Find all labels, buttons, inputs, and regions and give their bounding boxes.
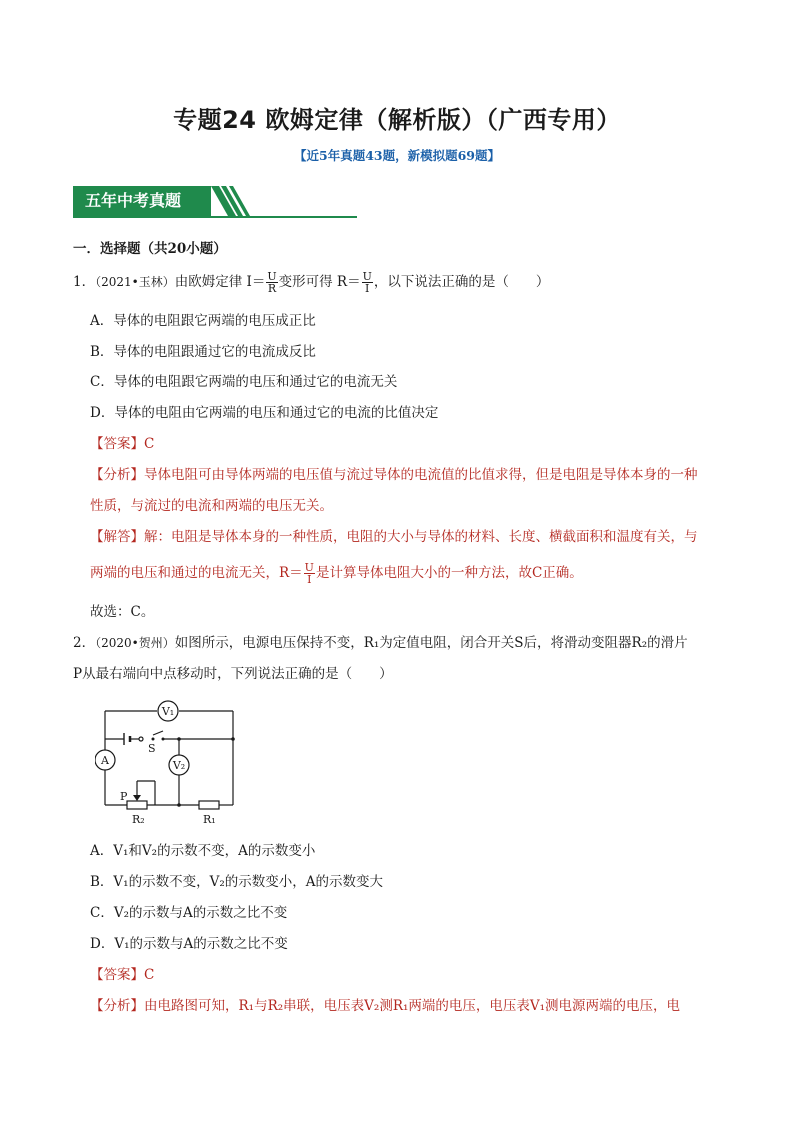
q1-option-d: D．导体的电阻由它两端的电压和通过它的电流的比值决定 xyxy=(90,405,439,421)
resistor-r2-label: R₂ xyxy=(132,813,145,826)
q1-option-c: C．导体的电阻跟它两端的电压和通过它的电流无关 xyxy=(90,374,398,390)
q2-option-a: A．V₁和V₂的示数不变，A的示数变小 xyxy=(90,843,316,859)
section-banner xyxy=(73,183,358,221)
q1-stem xyxy=(73,271,549,294)
q1-analysis-line-1: 【分析】导体电阻可由导体两端的电压值与流过导体的电流值的比值求得，但是电阻是导体本身的一种 xyxy=(90,467,698,483)
q1-stem-text-c: ，以下说法正确的是（ ） xyxy=(373,274,550,290)
q1-conclusion: 故选：C。 xyxy=(90,604,155,620)
section-banner-label: 五年中考真题 xyxy=(73,186,211,216)
q1-source: （2021•玉林） xyxy=(95,275,175,289)
q1-fraction-2: $\frac{U}{I}$ xyxy=(362,270,372,295)
voltmeter-v2-label: V₂ xyxy=(172,759,186,772)
page-title: 专题24 欧姆定律（解析版）（广西专用） xyxy=(173,106,621,134)
q1-number: 1． xyxy=(73,274,96,290)
q2-stem-line-2: P从最右端向中点移动时，下列说法正确的是（ ） xyxy=(73,666,393,682)
q2-option-c: C．V₂的示数与A的示数之比不变 xyxy=(90,905,288,921)
slider-arrow-icon xyxy=(133,795,141,801)
q2-option-b: B．V₁的示数不变，V₂的示数变小，A的示数变大 xyxy=(90,874,383,890)
slider-label: P xyxy=(120,790,128,803)
q1-option-a: A．导体的电阻跟它两端的电压成正比 xyxy=(90,313,316,329)
q1-solution-fraction: $\frac{U}{I}$ xyxy=(304,561,314,586)
q1-stem-text-b: 变形可得 R＝ xyxy=(278,274,361,290)
voltmeter-v1-label: V₁ xyxy=(161,705,175,718)
q2-analysis-line-1: 【分析】由电路图可知，R₁与R₂串联，电压表V₂测R₁两端的电压，电压表V₁测电源两端的电压，电 xyxy=(90,998,681,1014)
q1-solution-line-2: 两端的电压和通过的电流无关，R＝ $\frac{U}{I}$ 是计算导体电阻大小的一种方法，故C正确。 xyxy=(90,561,583,586)
q1-analysis-line-2: 性质，与流过的电流和两端的电压无关。 xyxy=(90,498,333,514)
q2-stem-line-1: 2．（2020•贺州）如图所示，电源电压保持不变，R₁为定值电阻，闭合开关S后，将滑动变阻器R₂的滑片 xyxy=(73,635,688,651)
ammeter-label: A xyxy=(101,754,109,767)
section-heading: 一．选择题（共20小题） xyxy=(73,241,227,257)
q2-answer: 【答案】C xyxy=(90,967,155,983)
q1-stem-text-a: 由欧姆定律 I＝ xyxy=(174,274,266,290)
q1-solution-line-1: 【解答】解：电阻是导体本身的一种性质，电阻的大小与导体的材料、长度、横截面积和温度有关，与 xyxy=(90,529,698,545)
q2-option-d: D．V₁的示数与A的示数之比不变 xyxy=(90,936,288,952)
banner-underline xyxy=(73,216,357,218)
q1-answer: 【答案】C xyxy=(90,436,155,452)
banner-stripes-icon xyxy=(211,183,261,217)
resistor-r1-label: R₁ xyxy=(203,813,216,826)
switch-label: S xyxy=(148,742,156,755)
q1-fraction-1: $\frac{U}{R}$ xyxy=(267,270,277,295)
page-subtitle: 【近5年真题43题，新模拟题69题】 xyxy=(294,148,500,163)
circuit-diagram xyxy=(95,697,245,827)
q1-option-b: B．导体的电阻跟通过它的电流成反比 xyxy=(90,344,316,360)
